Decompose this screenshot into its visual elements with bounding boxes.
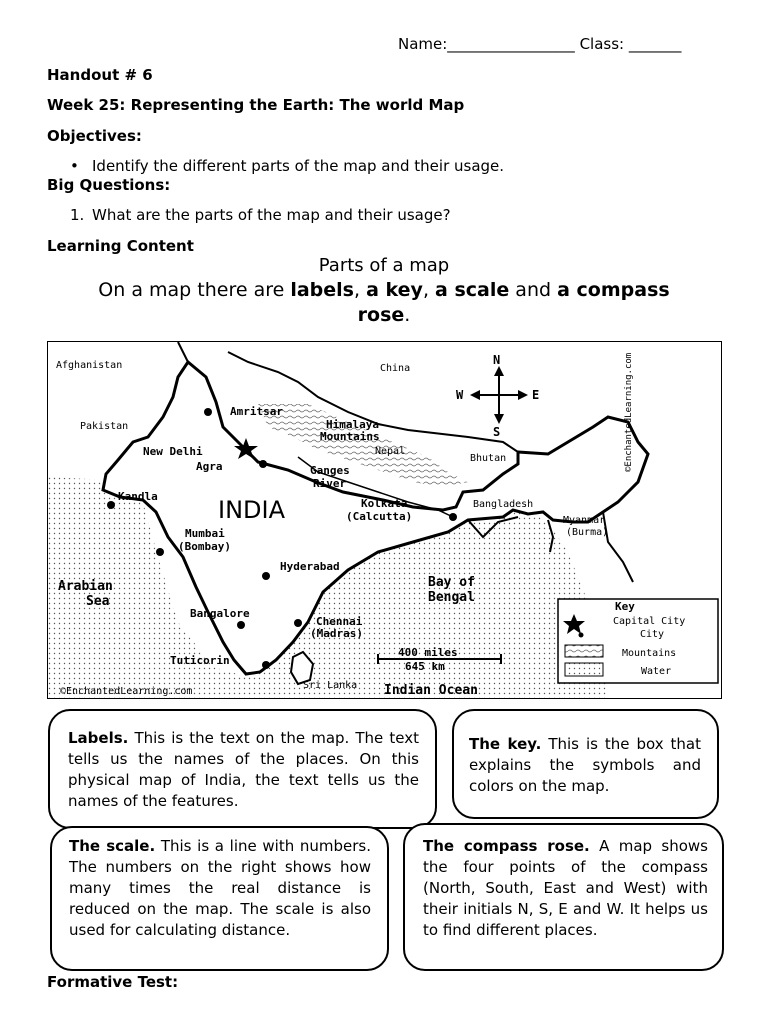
scale-box <box>50 826 389 971</box>
label-amritsar: Amritsar <box>230 405 283 418</box>
key-title: Key <box>615 600 635 613</box>
label-arabian-1: Arabian <box>58 579 113 594</box>
label-arabian-2: Sea <box>86 594 110 609</box>
india-map <box>47 341 722 699</box>
scale-miles-label: 400 miles <box>398 646 458 659</box>
label-new-delhi: New Delhi <box>143 445 203 458</box>
label-bay-2: Bengal <box>428 590 475 605</box>
label-sri-lanka: Sri Lanka <box>303 680 358 691</box>
labels-box <box>48 709 437 829</box>
compass-box <box>403 823 724 971</box>
label-ganges-1: Ganges <box>310 464 350 477</box>
label-kolkata-2: (Calcutta) <box>346 510 413 523</box>
label-myanmar-1: Myanmar <box>563 515 606 526</box>
intro-labels: labels <box>290 279 354 301</box>
compass-n: N <box>493 353 501 367</box>
label-himalaya-1: Himalaya <box>326 418 379 431</box>
objective-item: Identify the different parts of the map and their usage. <box>92 157 505 175</box>
compass-rose <box>456 353 539 439</box>
compass-w: W <box>456 388 464 402</box>
key-box-text: This is the box that explains the symbols and colors on the map. <box>469 735 702 795</box>
labels-box-text: This is the text on the map. The text tells us the names of the places. On this physical map of India, the text tells us the names of the features. <box>68 729 419 810</box>
label-kolkata-1: Kolkata <box>361 497 408 510</box>
scale-box-title: The scale. <box>69 837 156 855</box>
label-bay-1: Bay of <box>428 575 475 590</box>
key-mountains-swatch <box>565 645 603 657</box>
labels-box-title: Labels. <box>68 729 129 747</box>
label-mumbai-2: (Bombay) <box>178 540 231 553</box>
key-box-title: The key. <box>469 735 542 753</box>
label-bangalore: Bangalore <box>190 607 250 620</box>
kolkata-dot <box>449 513 457 521</box>
key-capital: Capital City <box>613 616 686 627</box>
intro-line-2: rose. <box>357 304 411 326</box>
label-pakistan: Pakistan <box>80 421 129 432</box>
intro-line: On a map there are labels, a key, a scale and a compass <box>98 279 670 301</box>
label-indian-ocean: Indian Ocean <box>384 683 478 698</box>
label-chennai-2: (Madras) <box>310 627 363 640</box>
label-mumbai-1: Mumbai <box>185 527 225 540</box>
question-number: 1. <box>70 206 85 224</box>
compass-e: E <box>532 388 540 402</box>
agra-dot <box>259 460 267 468</box>
label-agra: Agra <box>196 460 223 473</box>
scale-box-text: This is a line with numbers. The numbers on the right shows how many times the real distance is reduced on the map. The scale is also used for calculating distance. <box>69 837 371 939</box>
key-box <box>452 709 719 819</box>
intro-compass: a compass <box>557 279 670 301</box>
map-credit: ©EnchantedLearning.com <box>60 686 193 697</box>
name-class-field: Name:_________________ Class: _______ <box>398 35 682 53</box>
compass-s: S <box>493 425 501 439</box>
key-city: City <box>640 629 665 640</box>
label-india: INDIA <box>218 496 286 524</box>
label-myanmar-2: (Burma) <box>566 527 609 538</box>
label-chennai-1: Chennai <box>316 615 363 628</box>
bangalore-dot <box>237 621 245 629</box>
label-hyderabad: Hyderabad <box>280 560 340 573</box>
compass-box-title: The compass rose. <box>423 837 590 855</box>
key-mountains: Mountains <box>622 648 677 659</box>
label-ganges-2: River <box>313 477 347 490</box>
label-bangladesh: Bangladesh <box>473 499 534 510</box>
key-water-swatch <box>565 663 603 676</box>
compass-box-text: A map shows the four points of the compass (North, South, East and West) with their initials N, S, E and W. It helps us to find different places. <box>423 837 708 939</box>
label-bhutan: Bhutan <box>470 453 507 464</box>
label-kandla: Kandla <box>118 490 158 503</box>
objectives-heading: Objectives: <box>47 127 142 145</box>
scale-km-label: 645 km <box>405 660 445 673</box>
question-item: What are the parts of the map and their usage? <box>92 206 451 224</box>
objective-bullet: • <box>70 157 79 175</box>
key-water: Water <box>641 666 672 677</box>
label-nepal: Nepal <box>375 446 406 457</box>
amritsar-dot <box>204 408 212 416</box>
intro-key: a key <box>366 279 423 301</box>
intro-scale: a scale <box>435 279 510 301</box>
label-afghanistan: Afghanistan <box>56 360 123 371</box>
map-credit-vertical: ©EnchantedLearning.com <box>624 352 634 472</box>
mumbai-dot <box>156 548 164 556</box>
handout-number: Handout # 6 <box>47 66 153 84</box>
map-key <box>558 599 718 683</box>
hyderabad-dot <box>262 572 270 580</box>
key-city-dot-icon <box>579 633 584 638</box>
learning-content-heading: Learning Content <box>47 237 194 255</box>
big-questions-heading: Big Questions: <box>47 176 171 194</box>
tuticorin-dot <box>262 661 270 669</box>
week-title: Week 25: Representing the Earth: The world Map <box>47 96 465 114</box>
label-himalaya-2: Mountains <box>320 430 380 443</box>
label-tuticorin: Tuticorin <box>170 654 230 667</box>
label-china: China <box>380 363 411 374</box>
parts-of-map-title: Parts of a map <box>318 255 450 276</box>
chennai-dot <box>294 619 302 627</box>
formative-test-heading: Formative Test: <box>47 973 179 991</box>
intro-rose: rose <box>357 304 405 326</box>
kandla-dot <box>107 501 115 509</box>
